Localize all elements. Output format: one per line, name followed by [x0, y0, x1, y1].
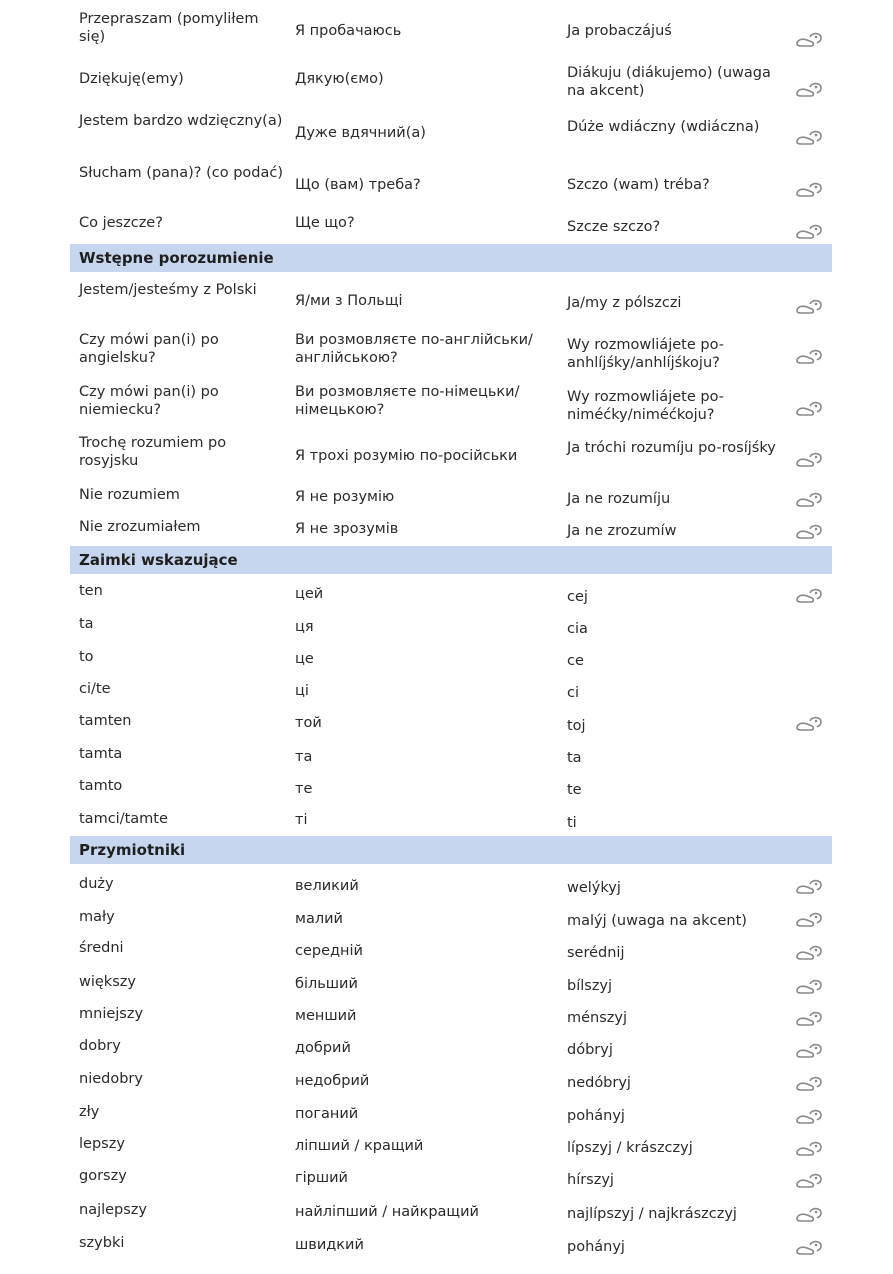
transliteration: nedóbryj: [567, 1075, 631, 1091]
phrase-row: [70, 164, 832, 204]
ukrainian-phrase: найліпший / найкращий: [295, 1204, 479, 1220]
polish-phrase: Jestem/jesteśmy z Polski: [79, 282, 257, 298]
transliteration: cej: [567, 589, 588, 605]
ukrainian-phrase: те: [295, 781, 313, 797]
ukrainian-phrase: цей: [295, 586, 324, 602]
transliteration: Ja ne rozumíju: [567, 491, 671, 507]
ukrainian-phrase: поганий: [295, 1106, 359, 1122]
polish-phrase: tamci/tamte: [79, 811, 168, 827]
section-header: [70, 244, 832, 272]
polish-phrase: tamto: [79, 778, 123, 794]
polish-phrase: zły: [79, 1104, 100, 1120]
ear-listen-icon[interactable]: [794, 401, 824, 417]
polish-phrase: najlepszy: [79, 1202, 148, 1218]
ukrainian-phrase: великий: [295, 878, 359, 894]
polish-phrase: Przepraszam (pomyliłem się): [79, 11, 259, 45]
ukrainian-phrase: та: [295, 749, 313, 765]
polish-phrase: Trochę rozumiem po rosyjsku: [79, 435, 227, 469]
transliteration: ta: [567, 750, 582, 766]
ukrainian-phrase: Дякую(ємо): [295, 71, 384, 87]
phrase-row: [70, 331, 832, 371]
polish-phrase: większy: [79, 974, 136, 990]
ear-listen-icon[interactable]: [794, 588, 824, 604]
ear-listen-icon[interactable]: [794, 1207, 824, 1223]
transliteration: toj: [567, 718, 586, 734]
ukrainian-phrase: ці: [295, 683, 309, 699]
ukrainian-phrase: Я трохі розумію по-російськи: [295, 448, 518, 464]
transliteration: malýj (uwaga na akcent): [567, 913, 747, 929]
transliteration: te: [567, 782, 582, 798]
polish-phrase: Czy mówi pan(i) po niemiecku?: [79, 384, 219, 418]
polish-phrase: niedobry: [79, 1071, 143, 1087]
transliteration: Diákuju (diákujemo) (uwaga na akcent): [567, 65, 771, 99]
ukrainian-phrase: Дуже вдячний(а): [295, 125, 426, 141]
ear-listen-icon[interactable]: [794, 879, 824, 895]
transliteration: ménszyj: [567, 1010, 628, 1026]
ukrainian-phrase: недобрий: [295, 1073, 370, 1089]
transliteration: ci: [567, 685, 580, 701]
ukrainian-phrase: більший: [295, 976, 358, 992]
transliteration: pohányj: [567, 1239, 625, 1255]
phrase-row: [70, 10, 832, 50]
transliteration: najlípszyj / najkrászczyj: [567, 1206, 737, 1222]
transliteration: cia: [567, 621, 588, 637]
phrase-row: [70, 112, 832, 152]
polish-phrase: to: [79, 649, 94, 665]
polish-phrase: Nie rozumiem: [79, 487, 180, 503]
transliteration: pohányj: [567, 1108, 625, 1124]
transliteration: Ja/my z pólszczi: [567, 295, 682, 311]
ukrainian-phrase: Ви розмовляєте по-німецьки/німецькою?: [295, 384, 520, 418]
transliteration: lípszyj / krászczyj: [567, 1140, 693, 1156]
polish-phrase: Nie zrozumiałem: [79, 519, 201, 535]
ukrainian-phrase: добрий: [295, 1040, 351, 1056]
polish-phrase: szybki: [79, 1235, 125, 1251]
transliteration: Wy rozmowliájete po-niméćky/niméćkoju?: [567, 389, 724, 423]
transliteration: bílszyj: [567, 978, 613, 994]
transliteration: Ja ne zrozumíw: [567, 523, 677, 539]
ear-listen-icon[interactable]: [794, 1109, 824, 1125]
transliteration: Dúże wdiáczny (wdiáczna): [567, 119, 760, 135]
ear-listen-icon[interactable]: [794, 130, 824, 146]
ukrainian-phrase: швидкий: [295, 1237, 364, 1253]
section-header: [70, 546, 832, 574]
ear-listen-icon[interactable]: [794, 945, 824, 961]
polish-phrase: dobry: [79, 1038, 121, 1054]
polish-phrase: duży: [79, 876, 114, 892]
ukrainian-phrase: той: [295, 715, 322, 731]
ear-listen-icon[interactable]: [794, 82, 824, 98]
transliteration: Szczo (wam) tréba?: [567, 177, 710, 193]
ear-listen-icon[interactable]: [794, 452, 824, 468]
section-title: Wstępne porozumienie: [79, 249, 274, 267]
ukrainian-phrase: Що (вам) треба?: [295, 177, 421, 193]
ear-listen-icon[interactable]: [794, 492, 824, 508]
ukrainian-phrase: Я не зрозумів: [295, 521, 399, 537]
phrase-row: [70, 383, 832, 423]
polish-phrase: gorszy: [79, 1168, 127, 1184]
polish-phrase: ten: [79, 583, 103, 599]
ear-listen-icon[interactable]: [794, 299, 824, 315]
ukrainian-phrase: ті: [295, 812, 308, 828]
polish-phrase: Co jeszcze?: [79, 215, 163, 231]
ukrainian-phrase: малий: [295, 911, 343, 927]
ukrainian-phrase: Я/ми з Польщі: [295, 293, 403, 309]
polish-phrase: Dziękuję(emy): [79, 71, 184, 87]
ear-listen-icon[interactable]: [794, 716, 824, 732]
ear-listen-icon[interactable]: [794, 1173, 824, 1189]
polish-phrase: tamten: [79, 713, 132, 729]
ear-listen-icon[interactable]: [794, 524, 824, 540]
polish-phrase: ci/te: [79, 681, 111, 697]
polish-phrase: ta: [79, 616, 94, 632]
ukrainian-phrase: гірший: [295, 1170, 348, 1186]
ukrainian-phrase: Я не розумію: [295, 489, 395, 505]
phrase-row: [70, 64, 832, 104]
polish-phrase: średni: [79, 940, 124, 956]
ukrainian-phrase: Ще що?: [295, 215, 355, 231]
polish-phrase: mniejszy: [79, 1006, 144, 1022]
ear-listen-icon[interactable]: [794, 1076, 824, 1092]
polish-phrase: lepszy: [79, 1136, 125, 1152]
ear-listen-icon[interactable]: [794, 1240, 824, 1256]
ear-listen-icon[interactable]: [794, 912, 824, 928]
transliteration: Szcze szczo?: [567, 219, 661, 235]
transliteration: ti: [567, 815, 577, 831]
ear-listen-icon[interactable]: [794, 1011, 824, 1027]
section-title: Zaimki wskazujące: [79, 551, 238, 569]
ear-listen-icon[interactable]: [794, 182, 824, 198]
transliteration: serédnij: [567, 945, 625, 961]
ukrainian-phrase: ліпший / кращий: [295, 1138, 424, 1154]
polish-phrase: Jestem bardzo wdzięczny(a): [79, 113, 283, 129]
ukrainian-phrase: ця: [295, 619, 314, 635]
ukrainian-phrase: Я пробачаюсь: [295, 23, 402, 39]
transliteration: Ja probaczájuś: [567, 23, 672, 39]
ear-listen-icon[interactable]: [794, 224, 824, 240]
polish-phrase: mały: [79, 909, 115, 925]
ukrainian-phrase: менший: [295, 1008, 357, 1024]
ukrainian-phrase: Ви розмовляєте по-англійськи/англійською?: [295, 332, 533, 366]
ukrainian-phrase: середній: [295, 943, 363, 959]
section-header: [70, 836, 832, 864]
phrase-row: [70, 281, 832, 321]
transliteration: welýkyj: [567, 880, 621, 896]
ukrainian-phrase: це: [295, 651, 314, 667]
phrase-row: [70, 1234, 832, 1274]
transliteration: dóbryj: [567, 1042, 613, 1058]
polish-phrase: Słucham (pana)? (co podać): [79, 165, 283, 181]
polish-phrase: Czy mówi pan(i) po angielsku?: [79, 332, 219, 366]
ear-listen-icon[interactable]: [794, 1141, 824, 1157]
transliteration: ce: [567, 653, 584, 669]
ear-listen-icon[interactable]: [794, 32, 824, 48]
ear-listen-icon[interactable]: [794, 349, 824, 365]
transliteration: hírszyj: [567, 1172, 614, 1188]
phrase-row: [70, 434, 832, 474]
ear-listen-icon[interactable]: [794, 979, 824, 995]
transliteration: Ja tróchi rozumíju po-rosíjśky: [567, 440, 776, 456]
polish-phrase: tamta: [79, 746, 123, 762]
transliteration: Wy rozmowliájete po-anhlíjśky/anhlíjśkoju?: [567, 337, 724, 371]
section-title: Przymiotniki: [79, 841, 186, 859]
ear-listen-icon[interactable]: [794, 1043, 824, 1059]
